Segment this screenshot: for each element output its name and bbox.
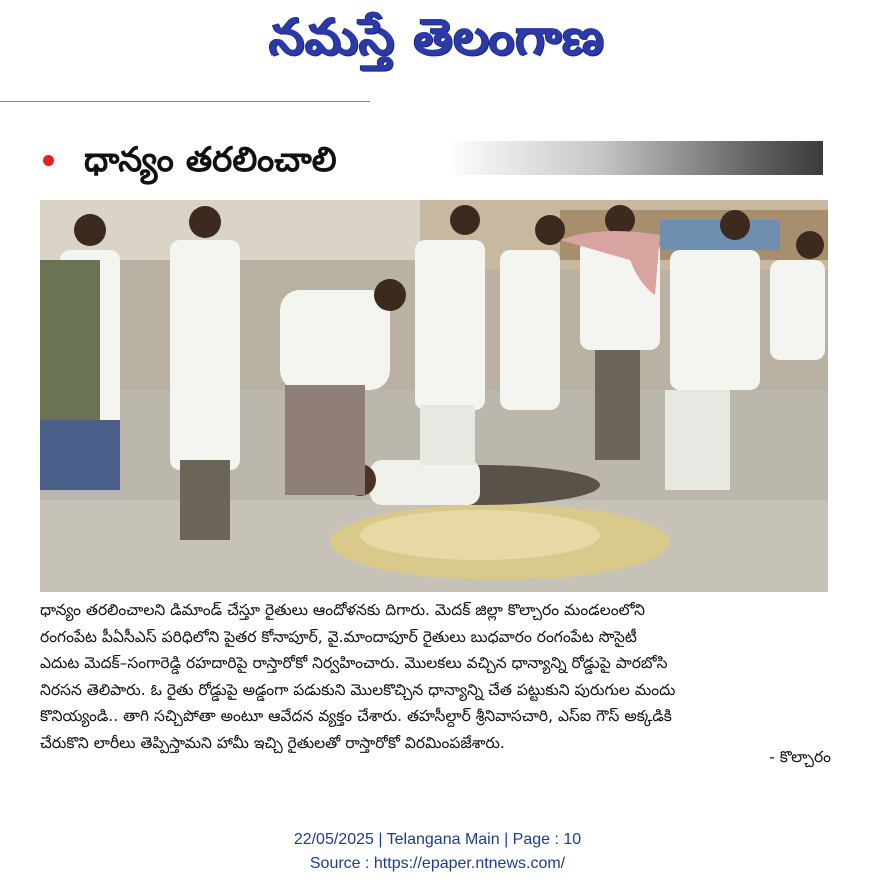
body-line: నిరసన తెలిపారు. ఓ రైతు రోడ్డుపై అడ్డంగా పడుకుని మొలకొచ్చిన ధాన్యాన్ని చేత పట్టుకుని పురుగుల మందు — [40, 680, 676, 699]
newspaper-logo: నమస్తే తెలంగాణ — [269, 8, 605, 66]
body-line: ధాన్యం తరలించాలని డిమాండ్ చేస్తూ రైతులు ఆందోళనకు దిగారు. మెదక్ జిల్లా కొల్చారం మండలంలోని — [40, 601, 646, 619]
article-body — [40, 597, 835, 757]
article-photo — [40, 200, 828, 592]
footer — [0, 828, 875, 876]
headline-gradient-bar — [446, 141, 823, 175]
headline-row — [40, 138, 825, 182]
body-line: చేరుకొని లారీలు తెప్పిస్తామని హామీ ఇచ్చి రైతులతో రాస్తారోకో విరమింపజేశారు. — [40, 733, 505, 752]
body-line: కొనియ్యండి.. తాగి సచ్చిపోతా అంటూ ఆవేదన వ్యక్తం చేశారు. తహసీల్దార్ శ్రీనివాసచారి, ఎస్ఐ గౌస్ అక్కడికి — [40, 707, 672, 726]
body-line: ఎదుట మెదక్–సంగారెడ్డి రహదారిపై రాస్తారోకో నిర్వహించారు. మొలకలు వచ్చిన ధాన్యాన్ని రోడ్డుపై పారబోసి — [40, 654, 668, 673]
article-byline: - కొల్చారం — [769, 748, 831, 766]
masthead-divider — [0, 101, 370, 102]
body-line: రంగంపేట పీఏసీఎస్ పరిధిలోని పైతర కోనాపూర్, వై.మాందాపూర్ రైతులు బుధవారం రంగంపేట సొసైటీ — [40, 627, 637, 646]
bullet-icon — [43, 155, 54, 166]
footer-source: Source : https://epaper.ntnews.com/ — [309, 855, 566, 872]
article-headline: ధాన్యం తరలించాలి — [84, 140, 337, 180]
footer-date-page: 22/05/2025 | Telangana Main | Page : 10 — [293, 831, 582, 848]
masthead — [0, 0, 875, 80]
